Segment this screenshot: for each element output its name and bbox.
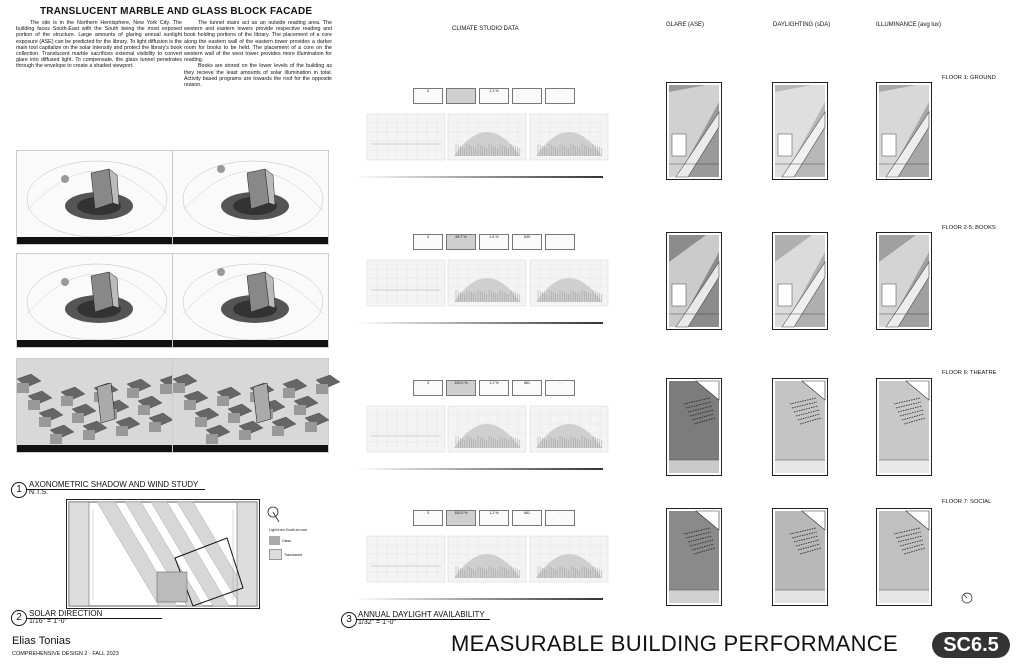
shadow-diagram xyxy=(173,151,328,244)
legend-translucent: Translucent xyxy=(284,552,303,557)
floor-label: FLOOR 1: GROUND xyxy=(942,75,996,81)
climate-metric-tile: - xyxy=(545,88,575,104)
shadow-panel xyxy=(172,253,329,354)
climate-graph xyxy=(367,260,445,306)
section-number-2: 2 xyxy=(11,610,27,626)
section-title-2: SOLAR DIRECTION xyxy=(29,609,103,618)
climate-metric-tile: - xyxy=(545,234,575,250)
climate-gradient-bar xyxy=(355,322,603,324)
section-number-1: 1 xyxy=(11,482,27,498)
climate-graph xyxy=(448,114,526,160)
climate-gradient-bar xyxy=(355,468,603,470)
floor-label: FLOOR 2-5: BOOKS xyxy=(942,225,996,231)
climate-metric-tile: 3 xyxy=(413,510,443,526)
climate-metric-tile: 3 xyxy=(413,234,443,250)
climate-gradient-bar xyxy=(355,176,603,178)
climate-graph xyxy=(530,114,608,160)
section-title-1: AXONOMETRIC SHADOW AND WIND STUDY xyxy=(29,480,199,489)
floor-plan xyxy=(772,378,828,476)
climate-metric-tiles xyxy=(413,88,575,104)
section-number-3: 3 xyxy=(341,612,357,628)
site-paragraph: The site is in the Northern Hemisphere, New York City. The building faces South-East with the South being the most exposed portion of the structure. Large amounts of glaring annual sunlight exposure (ASE) can be predicted for the library. To light diffusion is the main tool capitalize on the solar intensity and protect the library's book collection. Translucent marble sacrifices external visibility to convert glare into diffused light. To compensate, the glass tunnel penetrates through the envelope to create a shaded viewport. xyxy=(16,20,182,70)
sheet-title: MEASURABLE BUILDING PERFORMANCE xyxy=(451,631,898,656)
climate-graph xyxy=(448,260,526,306)
climate-graph xyxy=(530,406,608,452)
climate-metric-tile xyxy=(512,88,542,104)
climate-metric-tile: 639 xyxy=(512,234,542,250)
climate-graph xyxy=(367,536,445,582)
floor-plan xyxy=(876,232,932,330)
floor-plan xyxy=(772,82,828,180)
shadow-panel-label: Vernal Equinox (South View) xyxy=(19,454,73,459)
floor-plan xyxy=(666,508,722,606)
floor-plan xyxy=(666,82,722,180)
floor-plan xyxy=(666,232,722,330)
illuminance-column-heading: ILLUMINANCE (avg lux) xyxy=(876,22,942,28)
page-title: TRANSLUCENT MARBLE AND GLASS BLOCK FACADE xyxy=(40,6,313,17)
climate-metric-tile: 3 xyxy=(413,380,443,396)
climate-metric-tiles xyxy=(413,510,575,526)
course-name: COMPREHENSIVE DESIGN 2 - FALL 2023 xyxy=(12,651,119,657)
section-rule-1 xyxy=(27,489,205,490)
legend-glass-swatch xyxy=(269,536,280,545)
floor-plan xyxy=(772,508,828,606)
shadow-panel xyxy=(16,253,173,354)
shadow-panel-label: Autumn Equinox xyxy=(19,349,50,354)
floor-label: FLOOR 6: THEATRE xyxy=(942,370,997,376)
climate-metric-tile: 1.2 % xyxy=(479,380,509,396)
section-scale-1: N.T.S. xyxy=(29,489,49,496)
climate-metric-tile: 3 xyxy=(413,88,443,104)
shadow-panel xyxy=(16,358,173,459)
north-arrow-icon xyxy=(961,592,973,604)
program-paragraph: The tunnel stairs act as an outside reading area. The western and eastern towers provide respective reading and book holding portions of the library. The placement of a core along the eastern wall of the eastern tower provides a darker room for books to be held. The placement of a core on the western wall of the west tower provides more illumination for reading. Books are stored on the lower levels of the building as they recieve the least amounts of solar illumination in total. Activity based programs are towards the roof for the opposite reason. xyxy=(184,20,332,89)
climate-metric-tile: 1.6 % xyxy=(479,234,509,250)
glare-column-heading: GLARE (ASE) xyxy=(666,22,705,28)
floor-plan xyxy=(666,378,722,476)
climate-gradient-bar xyxy=(355,598,603,600)
climate-graph xyxy=(448,536,526,582)
section-scale-2: 1/16" = 1'-0" xyxy=(29,618,68,625)
solar-legend xyxy=(269,528,329,560)
climate-heading: CLIMATE STUDIO DATA xyxy=(452,26,519,32)
climate-metric-tile: 100.0 % xyxy=(446,380,476,396)
shadow-panel-label: Vernal Equinox (East View) xyxy=(19,246,70,251)
solar-plan-drawing xyxy=(67,500,259,608)
climate-metric-tile: 100.0 % xyxy=(446,510,476,526)
shadow-panel xyxy=(172,358,329,459)
climate-metric-tile: 1.2 % xyxy=(479,510,509,526)
climate-metric-tile: 661 xyxy=(512,380,542,396)
shadow-diagram xyxy=(173,254,328,347)
floor-plan xyxy=(876,508,932,606)
shadow-diagram xyxy=(17,359,172,452)
climate-graph xyxy=(530,536,608,582)
sheet-number-badge: SC6.5 xyxy=(932,632,1010,658)
climate-metric-tile xyxy=(446,88,476,104)
climate-graph xyxy=(448,406,526,452)
shadow-diagram xyxy=(17,151,172,244)
shadow-panel xyxy=(172,150,329,251)
floor-plan xyxy=(876,82,932,180)
shadow-diagram xyxy=(17,254,172,347)
climate-metric-tiles xyxy=(413,380,575,396)
climate-metric-tile: - xyxy=(545,380,575,396)
shadow-panel-label: Summer Solstice xyxy=(175,246,207,251)
climate-metric-tile: - xyxy=(545,510,575,526)
shadow-panel xyxy=(16,150,173,251)
section-title-3: ANNUAL DAYLIGHT AVAILABILITY xyxy=(358,610,485,619)
legend-light: Light from South at noon xyxy=(269,528,308,532)
climate-metric-tile: 99.7 % xyxy=(446,234,476,250)
climate-graph xyxy=(367,114,445,160)
shadow-panel-label: Winter Solstice (South View) xyxy=(175,454,228,459)
climate-metric-tiles xyxy=(413,234,575,250)
legend-translucent-swatch xyxy=(269,549,282,560)
legend-glass: Glass xyxy=(282,538,291,543)
climate-graph xyxy=(530,260,608,306)
author-name: Elias Tonias xyxy=(12,635,71,647)
climate-metric-tile: 661 xyxy=(512,510,542,526)
shadow-diagram xyxy=(173,359,328,452)
floor-plan xyxy=(772,232,828,330)
floor-label: FLOOR 7: SOCIAL xyxy=(942,499,992,505)
solar-direction-plan xyxy=(66,499,260,609)
section-scale-3: 1/32" = 1'-0" xyxy=(358,619,397,626)
sun-direction-icon xyxy=(267,506,281,524)
climate-metric-tile: 1.2 % xyxy=(479,88,509,104)
daylight-column-heading: DAYLIGHTING (sDA) xyxy=(773,22,831,28)
floor-plan xyxy=(876,378,932,476)
shadow-panel-label: Winter Solstice (East View) xyxy=(175,349,226,354)
climate-graph xyxy=(367,406,445,452)
